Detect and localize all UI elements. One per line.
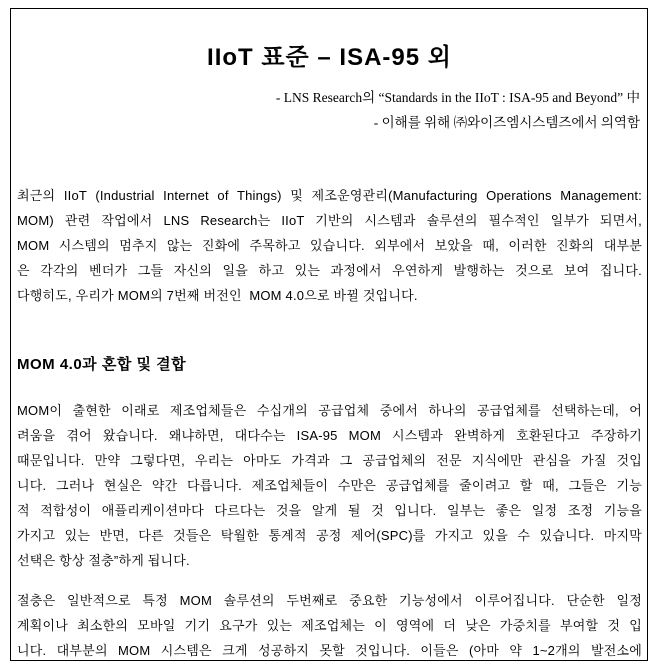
- text-line: 은 각각의 벤더가 그들 자신의 일을 하고 있는 과정에서 우연하게 발행하는 것으로 보여 집니다.: [17, 263, 642, 278]
- text-line: 선택은 항상 절충”하게 됩니다.: [17, 553, 190, 568]
- section-paragraph-2: [17, 588, 642, 661]
- document-title: IIoT 표준 – ISA-95 외: [207, 44, 452, 71]
- text-line: 려움을 겪어 왔습니다. 왜냐하면, 대다수는 ISA-95 MOM 시스템과 완벽하게 호환된다고 주장하기: [17, 428, 642, 443]
- intro-paragraph: [17, 183, 642, 308]
- text-line: 니다. 대부분의 MOM 시스템은 크게 성공하지 못할 것입니다. 이들은 (아마 약 1~2개의 발전소에: [17, 643, 642, 658]
- text-line: 니다. 그러나 현실은 약간 다릅니다. 제조업체들이 수만은 공급업체를 줄이려고 할 때, 그들은 기능: [17, 478, 642, 493]
- section-heading: MOM 4.0과 혼합 및 결합: [17, 356, 187, 373]
- text-line: MOM 시스템의 멈추지 않는 진화에 주목하고 있습니다. 외부에서 보았을 때, 이러한 진화의 대부분: [17, 238, 642, 253]
- byline-line-translator: - 이해를 위해 ㈜와이즈엠시스템즈에서 의역함: [373, 115, 640, 130]
- text-line: MOM이 출현한 이래로 제조업체들은 수십개의 공급업체 중에서 하나의 공급업체를 선택하는데, 어: [17, 403, 642, 418]
- byline-line-source: - LNS Research의 “Standards in the IIoT : ISA-95 and Beyond” 中: [275, 90, 640, 105]
- text-line: 최근의 IIoT (Industrial Internet of Things) 및 제조운영관리(Manufacturing Operations Management:: [17, 188, 642, 203]
- section-paragraph-1: [17, 398, 642, 573]
- text-line: 가지고 있는 반면, 다른 것들은 탁월한 통계적 공정 제어(SPC)를 가지고 있을 수 있습니다. 마지막: [17, 528, 642, 543]
- text-line: 계획이나 최소한의 모바일 기기 요구가 있는 제조업체는 이 영역에 더 낮은 가중치를 부여할 것 입: [17, 618, 642, 633]
- text-line: 절충은 일반적으로 특정 MOM 솔루션의 두번째로 중요한 기능성에서 이루어집니다. 단순한 일정: [17, 593, 642, 608]
- text-line: 때문입니다. 만약 그렇다면, 우리는 아마도 가격과 그 공급업체의 전문 지식에만 관심을 가질 것입: [17, 453, 642, 468]
- byline: [17, 85, 642, 135]
- text-line: MOM) 관련 작업에서 LNS Research는 IIoT 기반의 시스템과 솔루션의 필수적인 일부가 되면서,: [17, 213, 642, 228]
- text-line: 다행히도, 우리가 MOM의 7번째 버전인 MOM 4.0으로 바뀔 것입니다.: [17, 288, 418, 303]
- document-page: [10, 8, 648, 661]
- text-line: 적 적합성이 애플리케이션마다 다르다는 것을 알게 될 것 입니다. 일부는 좋은 일정 조정 기능을: [17, 503, 642, 518]
